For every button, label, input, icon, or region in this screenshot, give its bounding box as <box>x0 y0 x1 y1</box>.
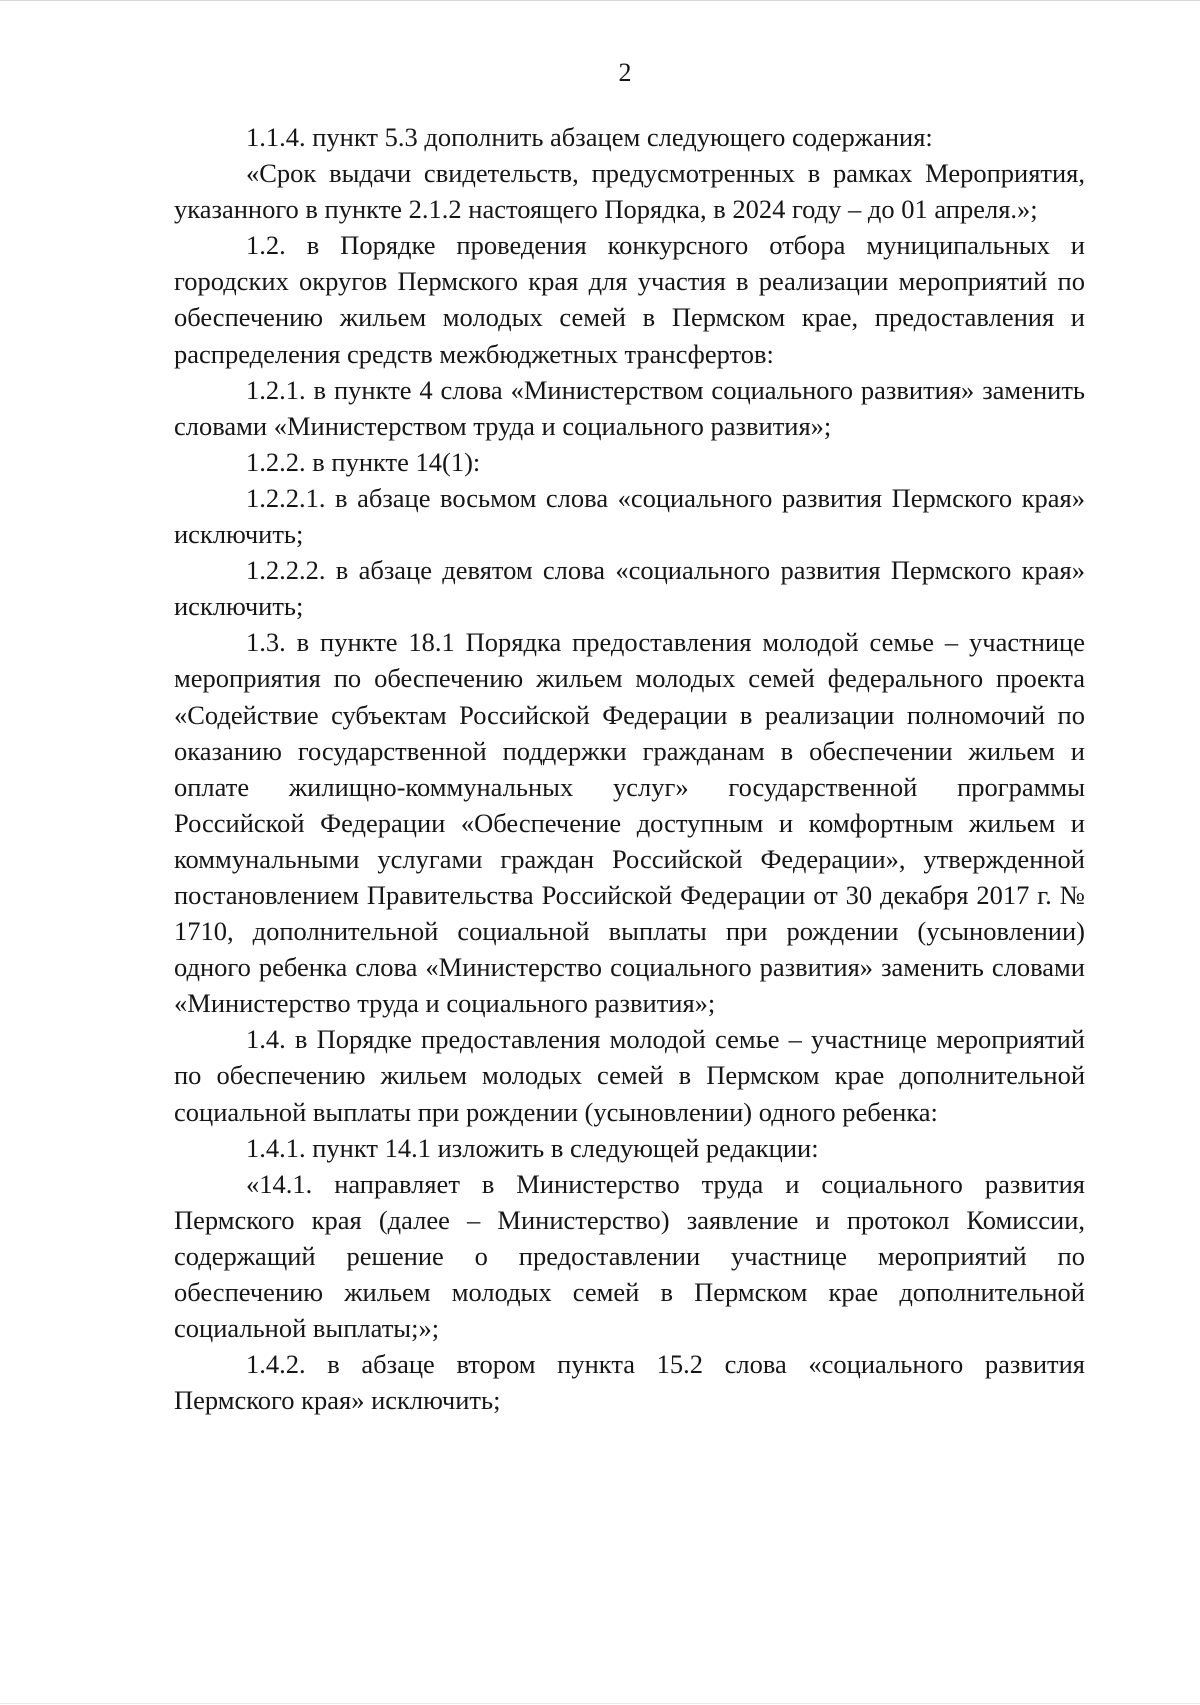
paragraph-1-4-1: 1.4.1. пункт 14.1 изложить в следующей редакции: <box>246 1132 819 1163</box>
scan-bottom-edge <box>0 1703 1200 1704</box>
page-number: 2 <box>618 58 632 87</box>
document-body <box>174 119 1085 1418</box>
paragraph-1-2-2-1: 1.2.2.1. в абзаце восьмом слова «социального развития Пермского края» исключить; <box>174 482 1085 550</box>
scan-top-edge <box>0 0 1200 1</box>
paragraph-1-1-4: 1.1.4. пункт 5.3 дополнить абзацем следующего содержания: <box>246 122 933 152</box>
paragraph-1-4-2: 1.4.2. в абзаце втором пункта 15.2 слова «социального развития Пермского края» исключить; <box>174 1349 1085 1416</box>
paragraph-quote-14-1: «14.1. направляет в Министерство труда и социального развития Пермского края (далее – Министерство) заявление и протокол Комиссии, содержащий решение о предоставлении участнице мероприятий по обеспечению жильем молодых семей в Пермском крае дополнительной социальной выплаты;»; <box>174 1168 1085 1344</box>
paragraph-1-4: 1.4. в Порядке предоставления молодой семье – участнице мероприятий по обеспечению жильем молодых семей в Пермском крае дополнительной социальной выплаты при рождении (усыновлении) одного ребенка: <box>174 1024 1085 1127</box>
paragraph-1-2-2-2: 1.2.2.2. в абзаце девятом слова «социального развития Пермского края» исключить; <box>174 555 1085 622</box>
paragraph-quote-certificates: «Срок выдачи свидетельств, предусмотренных в рамках Мероприятия, указанного в пункте 2.1.2 настоящего Порядка, в 2024 году – до 01 апреля.»; <box>174 158 1085 225</box>
paragraph-1-2: 1.2. в Порядке проведения конкурсного отбора муниципальных и городских округов Пермского края для участия в реализации мероприятий по обеспечению жильем молодых семей в Пермском крае, предоставления и распределения средств межбюджетных трансфертов: <box>174 230 1085 369</box>
paragraph-1-2-2: 1.2.2. в пункте 14(1): <box>246 446 481 477</box>
paragraph-1-2-1: 1.2.1. в пункте 4 слова «Министерством социального развития» заменить словами «Министерством труда и социального развития»; <box>174 374 1085 441</box>
paragraph-1-3: 1.3. в пункте 18.1 Порядка предоставления молодой семье – участнице мероприятия по обеспечению жильем молодых семей федерального проекта «Содействие субъектам Российской Федерации в реализации полномочий по оказанию государственной поддержки гражданам в обеспечении жильем и оплате жилищно-коммунальных услуг» государственной программы Российской Федерации «Обеспечение доступным и комфортным жильем и коммунальными услугами граждан Российской Федерации», утвержденной постановлением Правительства Российской Федерации от 30 декабря 2017 г. № 1710, дополнительной социальной выплаты при рождении (усыновлении) одного ребенка слова «Министерство социального развития» заменить словами «Министерство труда и социального развития»; <box>174 627 1085 1019</box>
